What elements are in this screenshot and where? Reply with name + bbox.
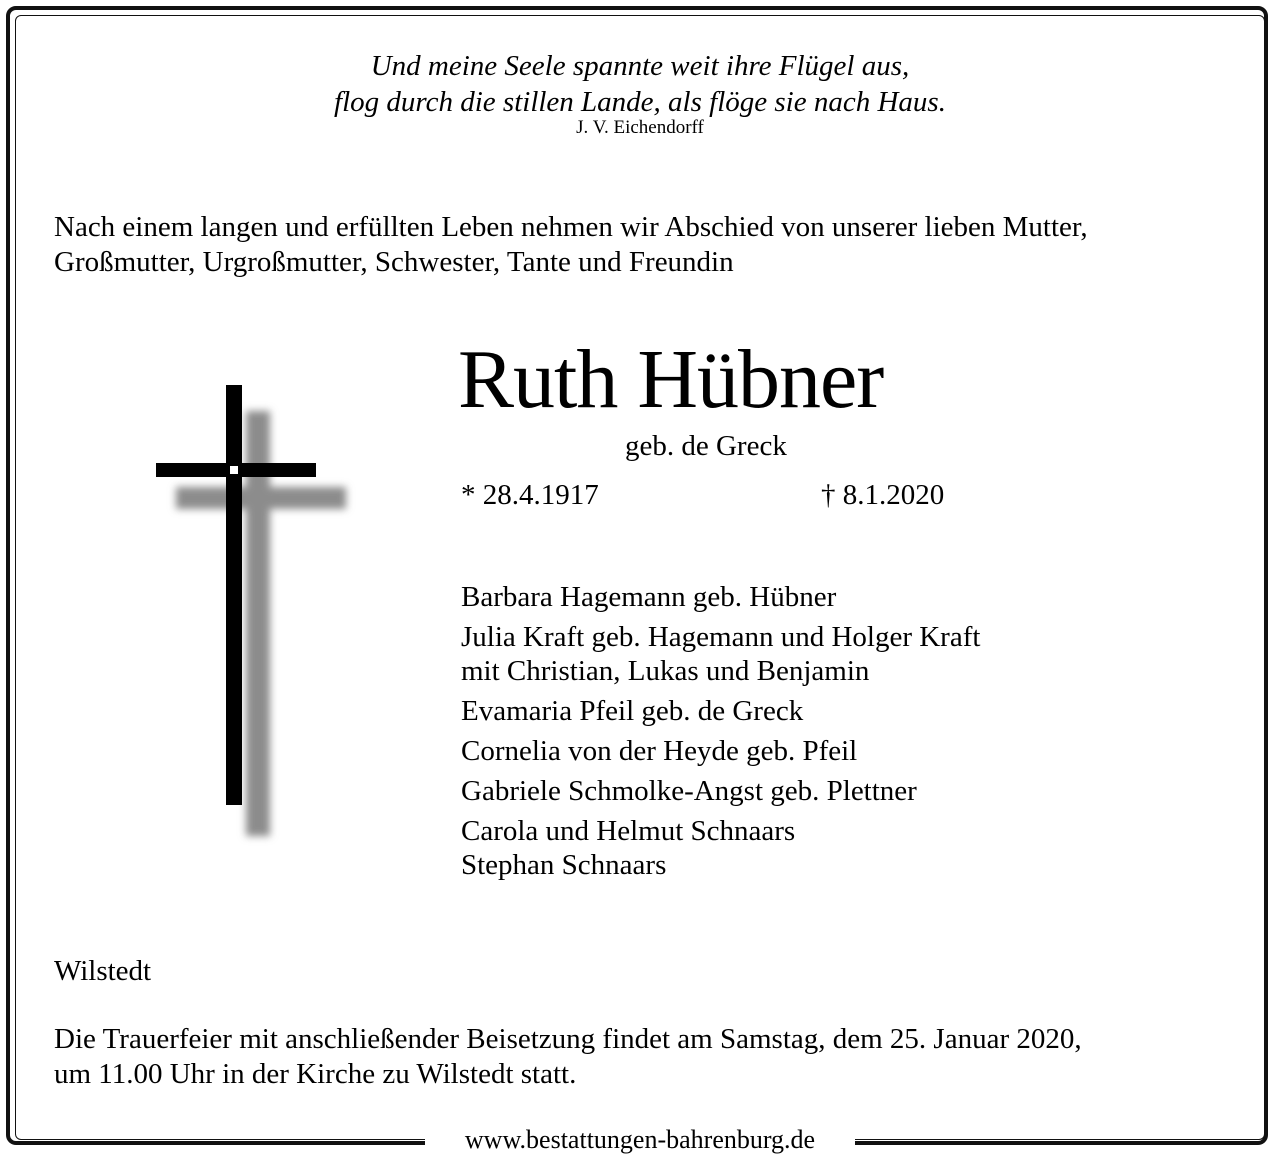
quote-line-2: flog durch die stillen Lande, als flöge sie nach Haus.	[334, 86, 946, 118]
footer-url: www.bestattungen-bahrenburg.de	[464, 1125, 816, 1154]
birth-date: * 28.4.1917	[461, 479, 599, 511]
ceremony-notice	[54, 1022, 1254, 1092]
intro-line-1: Nach einem langen und erfüllten Leben nehmen wir Abschied von unserer lieben Mutter,	[54, 211, 1088, 243]
mourner-item: Evamaria Pfeil geb. de Greck	[461, 695, 804, 727]
mourner-item: Carola und Helmut Schnaars	[461, 815, 796, 847]
mourner-item: Julia Kraft geb. Hagemann und Holger Kraft	[461, 621, 981, 653]
cross-icon	[152, 383, 357, 848]
poem-quote	[0, 48, 1280, 120]
ceremony-line-2: um 11.00 Uhr in der Kirche zu Wilstedt statt.	[54, 1058, 577, 1090]
mourner-item: Stephan Schnaars	[461, 849, 667, 881]
death-date: † 8.1.2020	[821, 479, 945, 511]
mourners-list	[461, 580, 1221, 888]
ceremony-line-1: Die Trauerfeier mit anschließender Beisetzung findet am Samstag, dem 25. Januar 2020,	[54, 1023, 1082, 1055]
quote-line-1: Und meine Seele spannte weit ihre Flügel aus,	[370, 50, 910, 82]
maiden-name: geb. de Greck	[625, 430, 787, 462]
mourner-item: mit Christian, Lukas und Benjamin	[461, 655, 870, 687]
mourner-item: Gabriele Schmolke-Angst geb. Plettner	[461, 775, 917, 807]
mourner-item: Barbara Hagemann geb. Hübner	[461, 581, 837, 613]
quote-author: J. V. Eichendorff	[576, 117, 704, 138]
intro-line-2: Großmutter, Urgroßmutter, Schwester, Tante und Freundin	[54, 246, 734, 278]
deceased-name: Ruth Hübner	[458, 333, 884, 426]
intro-text	[54, 210, 1254, 280]
mourner-item: Cornelia von der Heyde geb. Pfeil	[461, 735, 858, 767]
place-name: Wilstedt	[54, 955, 152, 987]
